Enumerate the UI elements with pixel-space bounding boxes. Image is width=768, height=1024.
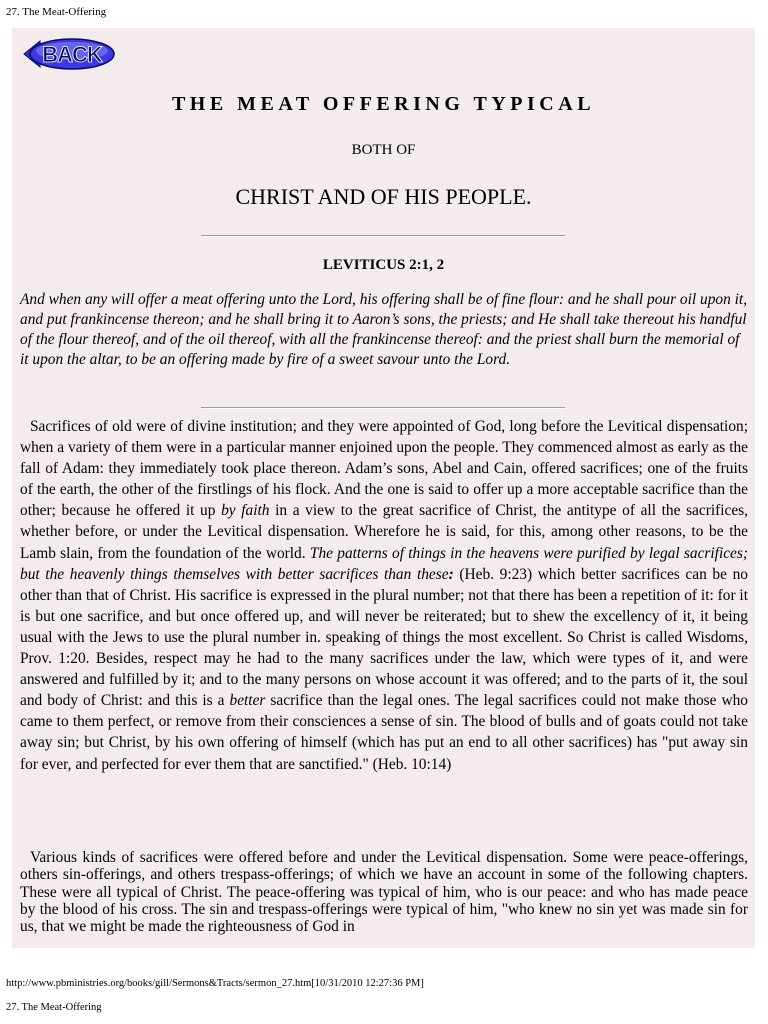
scripture-quote: And when any will offer a meat offering unto the Lord, his offering shall be of fine flour: and he shall pour oil upon it, and put frankincense thereon; and he shall bring it to Aaron’s sons, the priests; and He shall take thereout his handful of the flour thereof, and of the oil thereof, with all the frankincense thereof: and the priest shall burn the memorial of it upon the altar, to be an offering made by fire of a sweet savour unto the Lord. bbox=[20, 291, 748, 368]
page-content bbox=[12, 28, 755, 948]
paragraph-text: (Heb. 9:23) which better sacrifices can be no other than that of Christ. His sacrifice is expressed in the plural number; not that there has been a repetition of it: for it is but one sacrifice, and but once offered up, and will never be reiterated; but to shew the excellency of it, it being usual with the Jews to use the plural number in. speaking of things the most excellent. So Christ is called Wisdoms, Prov. 1:20. Besides, respect may he had to the many sacrifices under the law, which were types of it, and were answered and fulfilled by it; and to the many persons on whose account it was offered; and to the parts of it, the soul and body of Christ: and this is a bbox=[20, 565, 748, 710]
emphasis-by-faith: by faith bbox=[221, 502, 270, 520]
divider bbox=[201, 235, 565, 237]
quote-colon: : bbox=[448, 565, 454, 583]
emphasis-better: better bbox=[229, 692, 266, 710]
back-button-label: BACK bbox=[42, 42, 102, 67]
paragraph-text: sacrifice than the legal ones. The legal sacrifices could not make those who came to them perfect, or remove from their consciences a sense of sin. The blood of bulls and of goats could not take away sin; but Christ, by his own offering of himself (which has put an end to all other sacrifices) has "put away sin for ever, and perfected for ever them that are sanctified." (Heb. 10:14) bbox=[20, 692, 748, 773]
back-button[interactable] bbox=[20, 37, 118, 71]
paragraph-2: Various kinds of sacrifices were offered before and under the Levitical dispensation. Some were peace-offerings, others sin-offerings, and others trespass-offerings; of which we have an account in some of the following chapters. These were all typical of Christ. The peace-offering was typical of him, who is our peace: and who has made peace by the blood of his cross. The sin and trespass-offerings were typical of him, "who knew no sin yet was made sin for us, that we might be made the righteousness of God in bbox=[20, 849, 748, 936]
paragraph-text: Sacrifices of old were of divine institution; and they were appointed of God, long before the Levitical dispensation; when a variety of them were in a particular manner enjoined upon the people. They commenced almost as early as the fall of Adam: they immediately took place thereon. Adam’s sons, Abel and Cain, offered sacrifices; one of the fruits of the earth, the other of the firstlings of his flock. And the one is said to offer up a more acceptable sacrifice than the other; because he offered it up bbox=[20, 418, 748, 520]
print-footer-title: 27. The Meat-Offering bbox=[6, 1002, 102, 1013]
both-of-line: BOTH OF bbox=[351, 142, 416, 158]
paragraph-text: in a view to the great sacrifice of Christ, the antitype of all the sacrifices, whether before, or under the Levitical dispensation. Wherefore he is said, for this, among other reasons, to be the Lamb slain, from the foundation of the world. bbox=[20, 502, 749, 562]
print-footer-url: http://www.pbministries.org/books/gill/Sermons&Tracts/sermon_27.htm[10/31/2010 12:27:36 PM] bbox=[6, 978, 424, 989]
divider bbox=[201, 407, 565, 409]
back-button-icon bbox=[20, 37, 118, 71]
page-title: THE MEAT OFFERING TYPICAL bbox=[171, 93, 596, 115]
scripture-reference: LEVITICUS 2:1, 2 bbox=[322, 257, 445, 273]
paragraph-1 bbox=[20, 416, 748, 775]
quote-hebrews: The patterns of things in the heavens were purified by legal sacrifices; but the heavenly things themselves with better sacrifices than these bbox=[20, 544, 749, 583]
page-subtitle: CHRIST AND OF HIS PEOPLE. bbox=[235, 184, 532, 209]
print-header: 27. The Meat-Offering bbox=[6, 6, 107, 18]
